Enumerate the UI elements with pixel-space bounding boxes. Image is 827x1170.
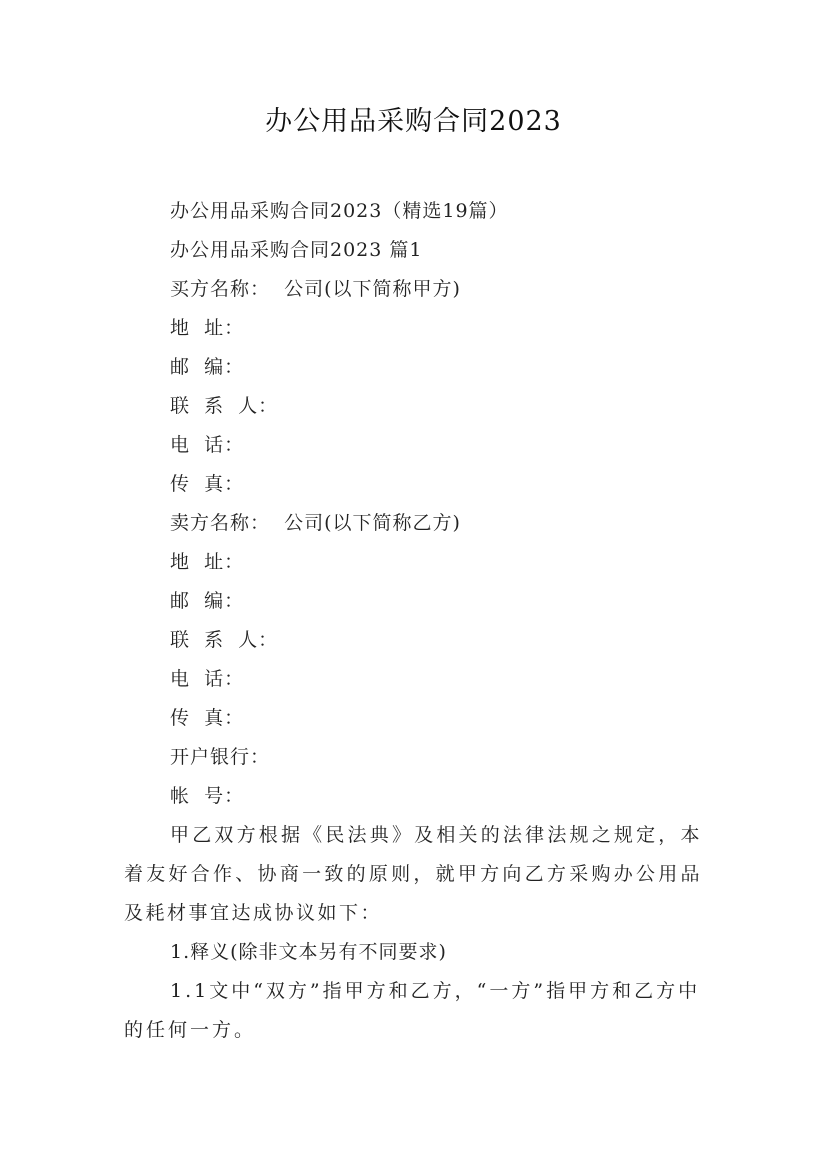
clause-1-heading: 1.释义(除非文本另有不同要求) [170,941,447,963]
seller-postcode: 邮 编： [170,590,245,612]
buyer-contact: 联 系 人： [170,395,279,417]
seller-fax: 传 真： [170,707,245,729]
intro-paragraph: 甲乙双方根据《民法典》及相关的法律法规之规定，本着友好合作、协商一致的原则，就甲方向乙方采购办公用品及耗材事宜达成协议如下： [124,824,702,924]
document-title: 办公用品采购合同2023 [265,106,562,137]
seller-address: 地 址： [170,551,245,573]
buyer-postcode: 邮 编： [170,356,245,378]
buyer-address: 地 址： [170,317,245,339]
section-heading: 办公用品采购合同2023 篇1 [170,239,423,261]
document-subtitle: 办公用品采购合同2023（精选19篇） [170,200,509,222]
seller-bank: 开户银行： [170,746,271,768]
seller-name-line: 卖方名称： 公司(以下简称乙方) [170,512,461,534]
buyer-name-line: 买方名称： 公司(以下简称甲方) [170,278,461,300]
document-body [124,192,702,1050]
buyer-phone: 电 话： [170,434,245,456]
seller-contact: 联 系 人： [170,629,279,651]
seller-account: 帐 号： [170,785,245,807]
seller-phone: 电 话： [170,668,245,690]
buyer-fax: 传 真： [170,473,245,495]
clause-1-1: 1.1文中“双方”指甲方和乙方，“一方”指甲方和乙方中的任何一方。 [124,980,701,1041]
